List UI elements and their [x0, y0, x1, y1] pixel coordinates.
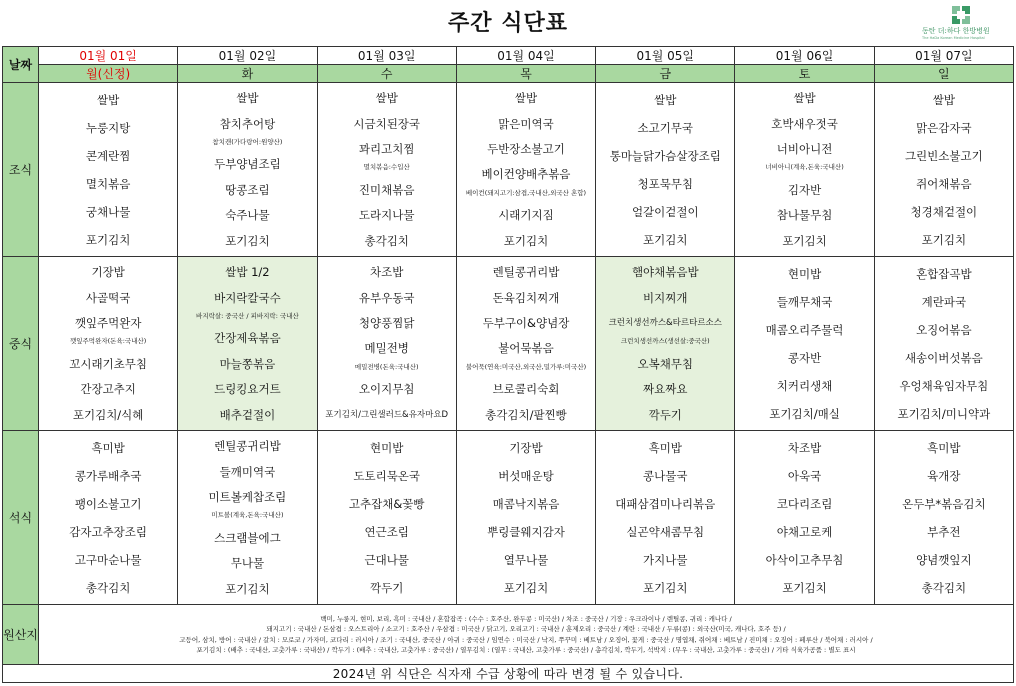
- date-cell: 01월 03일: [317, 47, 456, 65]
- origin-note: 메밀전병(돈육:국내산): [354, 362, 419, 371]
- menu-item-list: [596, 432, 734, 604]
- menu-item: 통마늘닭가슴살장조림: [609, 148, 721, 163]
- menu-cell: [456, 431, 595, 605]
- menu-item: 포기김치: [921, 232, 967, 247]
- menu-item: 숙주나물: [225, 208, 270, 223]
- menu-cell: [596, 257, 735, 431]
- menu-item: 꼬시래기초무침: [69, 356, 148, 371]
- menu-item: 불어묵볶음: [498, 341, 554, 356]
- menu-cell: [178, 83, 317, 257]
- menu-item: 진미채볶음: [358, 182, 415, 197]
- menu-item: 렌틸콩귀리밥: [492, 265, 560, 280]
- menu-item: 포기김치: [782, 233, 827, 248]
- menu-item: 기장밥: [509, 440, 543, 455]
- menu-cell: [317, 431, 456, 605]
- menu-item: 맑은감자국: [916, 120, 972, 135]
- menu-item: 사골떡국: [85, 290, 131, 305]
- menu-item: 대패삼겹미나리볶음: [615, 496, 716, 511]
- menu-item: 유부우동국: [358, 290, 415, 305]
- menu-item-list: [39, 84, 177, 256]
- menu-item: 팽이소불고기: [74, 496, 142, 511]
- date-cell: 01월 04일: [456, 47, 595, 65]
- menu-item: 야채고로케: [776, 524, 833, 539]
- origin-line: 백미, 누룽지, 현미, 보리, 흑미 : 국내산 / 혼합잡곡 : (수수 : 호주산, 완두콩 : 미국산) / 차조 : 중국산 / 기장 : 우크라이나 / 렌틸콩, 귀리 : 캐나다 /: [320, 614, 732, 623]
- menu-item-list: [178, 432, 316, 604]
- date-cell: 01월 02일: [178, 47, 317, 65]
- menu-item-list: [875, 84, 1013, 256]
- menu-item: 시금치된장국: [353, 116, 421, 131]
- menu-item: 포기김치/식혜: [72, 407, 144, 422]
- date-cell: 01월 06일: [735, 47, 874, 65]
- date-label: 날짜: [3, 47, 39, 83]
- menu-item: 온두부*볶음김치: [902, 496, 986, 511]
- menu-item: 무나물: [230, 556, 265, 571]
- menu-item: 고추잡채&꽃빵: [348, 496, 425, 511]
- menu-item-list: [318, 258, 456, 430]
- weekday-cell: 화: [178, 65, 317, 83]
- menu-item: 두부양념조림: [214, 157, 281, 172]
- menu-item: 코다리조림: [776, 496, 833, 511]
- lunch-label: 중식: [3, 257, 39, 431]
- menu-item: 시래기지짐: [498, 208, 554, 223]
- menu-item: 포기김치: [503, 233, 549, 248]
- menu-cell: [317, 257, 456, 431]
- weekday-cell: 일: [874, 65, 1013, 83]
- weekday-cell: 수: [317, 65, 456, 83]
- menu-item-list: [178, 258, 316, 430]
- menu-item: 청경채겉절이: [910, 204, 978, 219]
- menu-item: 크런치생선까스&타르타르소스: [608, 318, 722, 329]
- menu-item: 도토리묵온국: [353, 468, 421, 483]
- menu-item: 현미밥: [787, 266, 822, 281]
- menu-item: 쌀밥: [236, 91, 259, 106]
- logo-subtitle: The HaDa Korean Medicine Hospital: [922, 36, 985, 40]
- origin-info: [39, 605, 1014, 665]
- menu-item: 오이지무침: [358, 382, 415, 397]
- menu-item: 청양풍찜닭: [358, 316, 415, 331]
- menu-item: 꽈리고치찜: [358, 142, 415, 157]
- origin-note: 불어묵(연육:미국산,외국산,밀가루:미국산): [465, 362, 587, 371]
- menu-item: 흑미밥: [91, 440, 125, 455]
- menu-item: 청포묵무침: [637, 176, 694, 191]
- origin-label: 원산지: [3, 605, 39, 665]
- origin-note: 너비아니(계육,돈육:국내산): [765, 163, 844, 172]
- menu-item: 아삭이고추무침: [765, 552, 844, 567]
- origin-note: 바지락살: 중국산 / 피바지락: 국내산: [196, 312, 299, 321]
- menu-item: 콩자반: [787, 350, 822, 365]
- menu-item: 차조밥: [370, 265, 404, 280]
- menu-item: 호박새우젓국: [771, 116, 838, 131]
- menu-item: 포기김치: [782, 580, 827, 595]
- menu-item: 너비아니전: [776, 142, 833, 157]
- page-title: 주간 식단표: [448, 11, 568, 36]
- menu-item: 바지락칼국수: [214, 290, 281, 305]
- menu-item: 베이컨양배추볶음: [481, 167, 571, 182]
- menu-item: 흑미밥: [927, 440, 961, 455]
- date-row: [3, 47, 1014, 65]
- menu-item: 두반장소불고기: [487, 142, 565, 157]
- menu-item: 기장밥: [91, 265, 125, 280]
- menu-item-list: [457, 432, 595, 604]
- menu-item: 깍두기: [648, 407, 682, 422]
- menu-item: 오복채무침: [637, 356, 694, 371]
- weekday-cell: 월(신정): [39, 65, 178, 83]
- menu-cell: [317, 83, 456, 257]
- menu-item: 땅콩조림: [225, 182, 270, 197]
- menu-cell: [39, 83, 178, 257]
- menu-item: 오징어볶음: [916, 322, 972, 337]
- menu-item: 그린빈소불고기: [904, 148, 983, 163]
- menu-item: 포기김치/그린샐러드&유자마요D: [325, 409, 449, 420]
- menu-cell: [874, 83, 1013, 257]
- menu-cell: [596, 431, 735, 605]
- menu-item: 차조밥: [787, 440, 822, 455]
- menu-item: 메밀전병: [364, 341, 409, 356]
- menu-item-list: [318, 84, 456, 256]
- menu-item: 계란파국: [921, 294, 967, 309]
- menu-item: 총각김치: [85, 580, 131, 595]
- menu-item-list: [596, 84, 734, 256]
- menu-item: 육개장: [927, 468, 961, 483]
- menu-item: 콘계란찜: [85, 148, 131, 163]
- weekday-cell: 금: [596, 65, 735, 83]
- menu-item: 참치추어탕: [219, 116, 276, 131]
- menu-item-list: [39, 258, 177, 430]
- menu-item: 쌀밥: [654, 92, 677, 107]
- date-cell: 01월 05일: [596, 47, 735, 65]
- menu-cell: [456, 83, 595, 257]
- menu-item: 간장고추지: [80, 382, 136, 397]
- menu-item: 부추전: [927, 524, 961, 539]
- menu-item-list: [875, 258, 1013, 430]
- menu-item: 연근조림: [364, 524, 409, 539]
- menu-cell: [178, 257, 317, 431]
- menu-item: 돈육김치찌개: [492, 290, 560, 305]
- menu-cell: [735, 83, 874, 257]
- weekday-cell: 토: [735, 65, 874, 83]
- logo-mark-icon: [952, 6, 970, 24]
- menu-item-list: [735, 258, 873, 430]
- menu-item: 쌀밥: [793, 91, 816, 106]
- breakfast-row: [3, 83, 1014, 257]
- menu-item: 총각김치: [921, 580, 967, 595]
- menu-item: 포기김치: [503, 580, 549, 595]
- menu-item: 우엉채육임자무침: [899, 378, 989, 393]
- menu-item: 드링킹요거트: [214, 382, 281, 397]
- weekday-row: [3, 65, 1014, 83]
- menu-item: 쥐어채볶음: [916, 176, 972, 191]
- menu-item: 깻잎주먹완자: [74, 316, 142, 331]
- menu-item: 소고기무국: [637, 120, 694, 135]
- menu-cell: [874, 431, 1013, 605]
- dinner-row: [3, 431, 1014, 605]
- menu-item: 근대나물: [364, 552, 409, 567]
- menu-item: 얼갈이겉절이: [631, 204, 699, 219]
- menu-item: 햄야채볶음밥: [631, 265, 699, 280]
- menu-item: 도라지나물: [358, 208, 415, 223]
- menu-item: 실곤약새콤무침: [626, 524, 705, 539]
- menu-item: 쌀밥 1/2: [225, 265, 270, 280]
- menu-item: 짜요짜요: [643, 382, 688, 397]
- menu-item: 고구마순나물: [74, 552, 142, 567]
- menu-item: 포기김치: [643, 232, 688, 247]
- menu-cell: [596, 83, 735, 257]
- menu-item: 들깨미역국: [219, 464, 276, 479]
- menu-item: 콩가루배추국: [74, 468, 142, 483]
- menu-item: 매콤낙지볶음: [492, 496, 560, 511]
- menu-item: 김자반: [787, 182, 822, 197]
- menu-item-list: [735, 84, 873, 256]
- menu-item: 뿌링클웨지감자: [487, 524, 565, 539]
- menu-item: 버섯매운탕: [498, 468, 554, 483]
- menu-item: 두부구이&양념장: [482, 316, 570, 331]
- footer-row: [3, 665, 1014, 683]
- menu-item: 매콤오리주물럭: [765, 322, 844, 337]
- origin-note: 미트볼(계육,돈육:국내산): [211, 511, 284, 520]
- footer-notice: 2024년 위 식단은 식자재 수급 상황에 따라 변경 될 수 있습니다.: [3, 665, 1014, 683]
- menu-item: 새송이버섯볶음: [904, 350, 983, 365]
- menu-item: 가지나물: [643, 552, 688, 567]
- menu-item-list: [178, 84, 316, 256]
- origin-note: 크런치생선까스(생선살:중국산): [620, 337, 710, 346]
- origin-note: 멸치볶음:수입산: [363, 163, 410, 172]
- menu-item-list: [596, 258, 734, 430]
- menu-item: 포기김치: [85, 232, 131, 247]
- date-cell: 01월 01일: [39, 47, 178, 65]
- menu-item: 총각김치/팥찐빵: [485, 407, 567, 422]
- menu-item: 멸치볶음: [85, 176, 131, 191]
- breakfast-label: 조식: [3, 83, 39, 257]
- menu-item: 누룽지탕: [85, 120, 131, 135]
- menu-item: 쌀밥: [97, 92, 120, 107]
- origin-row: [3, 605, 1014, 665]
- menu-cell: [735, 257, 874, 431]
- menu-item: 흑미밥: [648, 440, 682, 455]
- menu-item: 포기김치: [643, 580, 688, 595]
- origin-line: 고등어, 삼치, 방어 : 국내산 / 갈치 : 모로코 / 가자미, 코다리 : 러시아 / 조기 : 국내산, 중국산 / 아귀 : 중국산 / 임연수 : 미국산 / 낙지, 쭈꾸미 : 베트남 / 오징어, 꽃게 : 중국산 / 명엽채, 쥐어채 : 베트남 / 진미채 : 오징어 : 페루산 / 북어채 : 러시아 /: [179, 635, 873, 644]
- menu-item: 포기김치: [225, 233, 270, 248]
- menu-item: 마늘쫑볶음: [219, 356, 276, 371]
- menu-item-list: [457, 84, 595, 256]
- menu-cell: [39, 431, 178, 605]
- menu-item: 배추겉절이: [219, 407, 276, 422]
- menu-item: 총각김치: [364, 233, 409, 248]
- weekday-cell: 목: [456, 65, 595, 83]
- menu-cell: [874, 257, 1013, 431]
- menu-item: 열무나물: [503, 552, 549, 567]
- origin-note: 깻잎주먹완자(돈육:국내산): [69, 337, 147, 346]
- origin-note: 참치캔(가다랑어:원양산): [212, 138, 283, 147]
- menu-item: 간장제육볶음: [214, 331, 281, 346]
- menu-cell: [178, 431, 317, 605]
- date-cell: 01월 07일: [874, 47, 1013, 65]
- menu-item: 미트볼케찹조림: [208, 490, 287, 505]
- menu-item: 아욱국: [787, 468, 822, 483]
- menu-item-list: [318, 432, 456, 604]
- menu-item: 포기김치/미니약과: [897, 406, 991, 421]
- menu-item: 감자고추장조림: [69, 524, 148, 539]
- menu-item: 치커리생채: [776, 378, 833, 393]
- menu-item: 맑은미역국: [498, 116, 554, 131]
- hospital-logo: [922, 6, 1012, 42]
- menu-item-list: [875, 432, 1013, 604]
- origin-line: 돼지고기 : 국내산 / 돈삼겹 : 오스트리아 / 소고기 : 호주산 / 우삼겹 : 미국산 / 닭고기, 오리고기 : 국내산 / 훈제오리 : 중국산 / 계란 : 국내산 / 두류(콩) : 외국산(미국, 캐나다, 호주 등) /: [266, 625, 786, 633]
- menu-item: 들깨무채국: [776, 294, 833, 309]
- menu-item: 쌀밥: [514, 91, 538, 106]
- menu-item: 비지찌개: [643, 290, 688, 305]
- menu-item: 깍두기: [370, 580, 404, 595]
- menu-item-list: [457, 258, 595, 430]
- menu-item-list: [39, 432, 177, 604]
- menu-cell: [735, 431, 874, 605]
- menu-item: 쌀밥: [932, 92, 955, 107]
- menu-item: 렌틸콩귀리밥: [214, 439, 281, 454]
- menu-item: 브로콜리숙회: [492, 382, 560, 397]
- origin-line: 포기김치 : (배추 : 국내산, 고춧가루 : 국내산) / 깍두기 : (배추 : 국내산, 고춧가루 : 중국산) / 열무김치 : (열무 : 국내산, 고춧가루 : 중국산) / 총각김치, 깍두기, 석박지 : (무우 : 국내산, 고춧가루 : 중국산) / 기타 식육가공품 : 별도 표시: [196, 646, 856, 654]
- menu-item: 스크램블에그: [214, 530, 281, 545]
- dinner-label: 석식: [3, 431, 39, 605]
- menu-item: 포기김치: [225, 581, 270, 596]
- menu-cell: [39, 257, 178, 431]
- menu-item: 참나물무침: [776, 208, 833, 223]
- weekly-menu-table: [2, 46, 1014, 683]
- lunch-row: [3, 257, 1014, 431]
- menu-item: 양념깻잎지: [916, 552, 972, 567]
- menu-cell: [456, 257, 595, 431]
- menu-item: 궁채나물: [85, 204, 131, 219]
- menu-item: 쌀밥: [375, 91, 398, 106]
- origin-note: 베이컨(돼지고기:삼겹,국내산,외국산 혼합): [465, 188, 587, 197]
- menu-item-list: [735, 432, 873, 604]
- menu-item: 콩나물국: [643, 468, 688, 483]
- menu-item: 현미밥: [370, 440, 404, 455]
- menu-item: 혼합잡곡밥: [916, 266, 972, 281]
- menu-item: 포기김치/매실: [769, 406, 840, 421]
- logo-name: 동탄 더:하다 한방병원: [922, 27, 990, 35]
